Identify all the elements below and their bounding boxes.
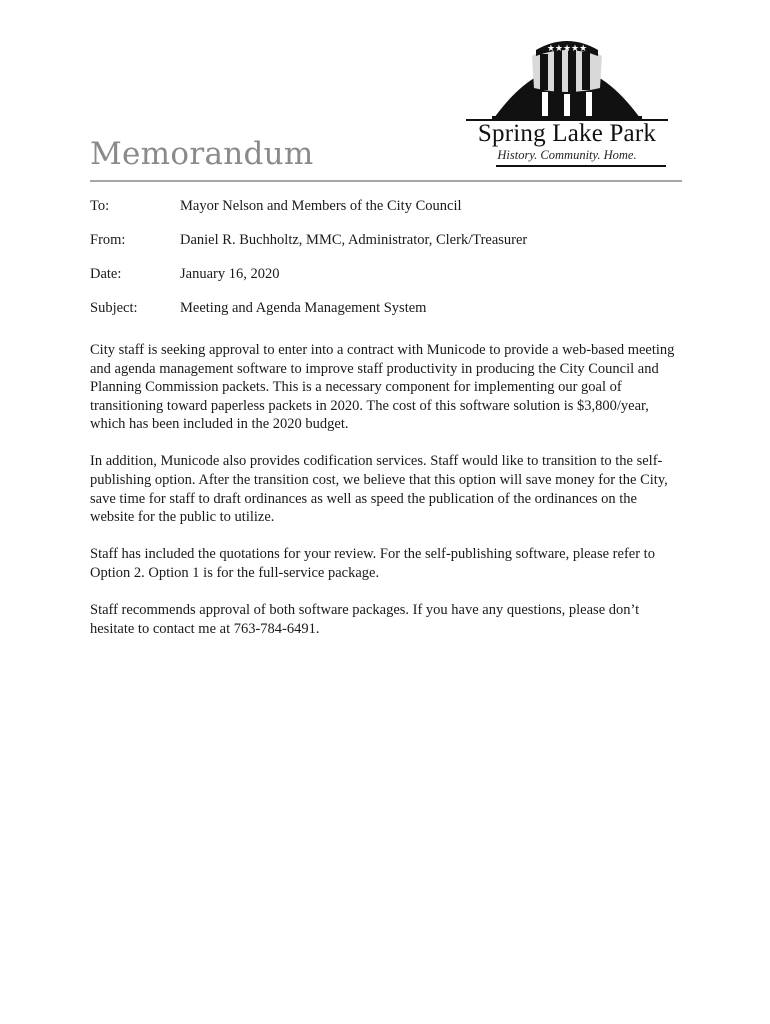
field-label: Date:: [90, 266, 122, 282]
field-label: From:: [90, 232, 126, 248]
body-paragraph: In addition, Municode also provides codification services. Staff would like to transition to the self-publishing option. After the transition cost, we believe that this option will save money for the City, save time for staff to draft ordinances as well as speed the publication of the ordinances on the website for the public to utilize.: [90, 453, 668, 526]
body-paragraph: Staff recommends approval of both software packages. If you have any questions, please don’t hesitate to contact me at 763-784-6491.: [90, 602, 640, 637]
body-paragraph: Staff has included the quotations for your review. For the self-publishing software, please refer to Option 2. Option 1 is for the full-service package.: [90, 546, 655, 581]
field-value: Meeting and Agenda Management System: [180, 300, 427, 316]
logo-tagline: History. Community. Home.: [497, 148, 637, 162]
city-logo: [462, 36, 672, 170]
page-title: Memorandum: [90, 136, 314, 172]
logo-name: Spring Lake Park: [477, 120, 657, 147]
field-value: January 16, 2020: [180, 266, 280, 282]
title-divider: [90, 180, 682, 182]
field-label: Subject:: [90, 300, 138, 316]
field-value: Mayor Nelson and Members of the City Council: [180, 198, 462, 214]
svg-text:★★★★★: ★★★★★: [546, 44, 588, 54]
water-tower-icon: [492, 36, 642, 120]
field-label: To:: [90, 198, 110, 214]
body-paragraph: City staff is seeking approval to enter into a contract with Municode to provide a web-based meeting and agenda management software to improve staff productivity in producing the City Council and Planning Commission packets. This is a necessary component for implementing our goal of transitioning toward paperless packets in 2020. The cost of this software solution is $3,800/year, which has been included in the 2020 budget.: [90, 342, 675, 433]
logo-bottom-rule: [496, 165, 666, 167]
memo-body: [90, 341, 682, 657]
field-value: Daniel R. Buchholtz, MMC, Administrator, Clerk/Treasurer: [180, 232, 528, 248]
